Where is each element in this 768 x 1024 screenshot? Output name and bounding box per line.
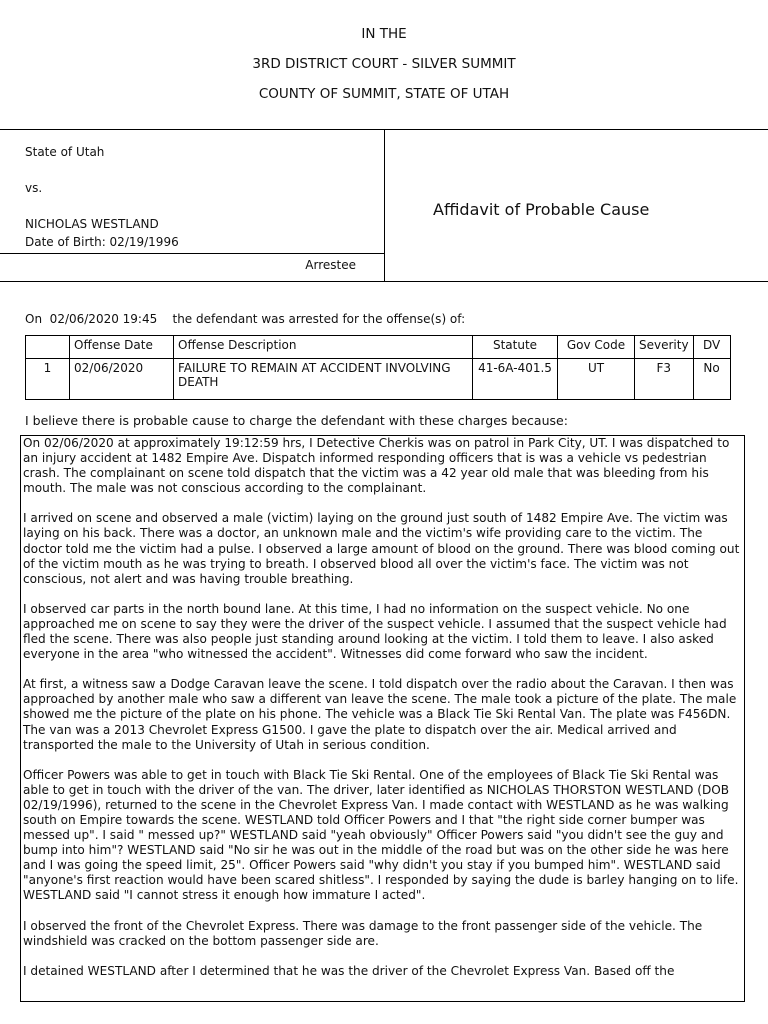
narrative-paragraph: I observed the front of the Chevrolet Express. There was damage to the front passenger side of the vehicle. The windshield was cracked on the bottom passenger side are. — [23, 918, 703, 948]
header-gov-code: Gov Code — [558, 336, 635, 359]
offense-severity: F3 — [635, 359, 694, 400]
header-statute: Statute — [473, 336, 558, 359]
header-offense-date: Offense Date — [70, 336, 174, 359]
narrative-paragraph: On 02/06/2020 at approximately 19:12:59 hrs, I Detective Cherkis was on patrol in Park City, UT. I was dispatched to an injury accident at 1482 Empire Ave. Dispatch informed responding officers that is was a vehicle vs pedestrian crash. The complainant on scene told dispatch that the victim was a 42 year old male that was bleeding from his mouth. The male was not conscious according to the complainant. — [23, 436, 730, 496]
probable-cause-intro: I believe there is probable cause to charge the defendant with these charges because: — [25, 413, 568, 428]
case-caption — [0, 129, 768, 282]
header-index — [26, 336, 70, 359]
document-title: Affidavit of Probable Cause — [433, 200, 650, 219]
header-dv: DV — [693, 336, 730, 359]
narrative-paragraph: I arrived on scene and observed a male (victim) laying on the ground just south of 1482 Empire Ave. The victim was laying on his back. There was a doctor, an unknown male and the victim's wife providing care to the victim. The doctor told me the victim had a pulse. I observed a large amount of blood on the ground. There was blood coming out of the victim mouth as he was trying to breath. I observed blood all over the victim's face. The victim was not conscious, not alert and was having trouble breathing. — [23, 511, 740, 586]
offense-date: 02/06/2020 — [70, 359, 174, 400]
versus-label: vs. — [25, 181, 43, 195]
narrative-paragraph: Officer Powers was able to get in touch with Black Tie Ski Rental. One of the employees of Black Tie Ski Rental was able to get in touch with the driver of the van. The driver, later identified as NICHOLAS THORSTON WESTLAND (DOB 02/19/1996), returned to the scene in the Chevrolet Express Van. I made contact with WESTLAND as he was walking south on Empire towards the scene. WESTLAND told Officer Powers and I that "the right side corner bumper was messed up". I said " messed up?" WESTLAND said "yeah obviously" Officer Powers said "you didn't see the guy and bump into him"? WESTLAND said "No sir he was out in the middle of the road but was on the other side he was here and I was going the speed limit, 25". Officer Powers said "why didn't you stay if you bumped him". WESTLAND said "anyone's first reaction would have been scared shitless". I responded by saying the dude is barley hanging on to life. WESTLAND said "I cannot stress it enough how immature I acted". — [23, 767, 739, 903]
court-header — [0, 24, 768, 114]
narrative-paragraph: At first, a witness saw a Dodge Caravan leave the scene. I told dispatch over the radio about the Caravan. I then was approached by another male who saw a different van leave the scene. The male took a picture of the plate. The male showed me the picture of the plate on his phone. The vehicle was a Black Tie Ski Rental Van. The plate was F456DN. The van was a 2013 Chevrolet Express G1500. I gave the plate to dispatch over the air. Medical arrived and transported the male to the University of Utah in serious condition. — [23, 677, 737, 752]
header-offense-description: Offense Description — [174, 336, 473, 359]
offense-table — [25, 335, 731, 400]
narrative-paragraph: I observed car parts in the north bound lane. At this time, I had no information on the suspect vehicle. No one approached me on scene to say they were the driver of the suspect vehicle. I assumed that the suspect vehicle had fled the scene. There was also people just standing around looking at the victim. I told them to leave. I also asked everyone in the area "who witnessed the accident". Witnesses did come forward who saw the incident. — [23, 601, 727, 662]
offense-table-header — [26, 336, 731, 359]
narrative-box — [20, 435, 745, 1002]
table-row — [26, 359, 731, 400]
offense-statute: 41-6A-401.5 — [473, 359, 558, 400]
offense-description: FAILURE TO REMAIN AT ACCIDENT INVOLVING DEATH — [174, 359, 473, 400]
arrest-statement: On 02/06/2020 19:45 the defendant was arrested for the offense(s) of: — [25, 312, 466, 326]
defendant-dob: Date of Birth: 02/19/1996 — [25, 235, 179, 249]
court-header-line-2: 3RD DISTRICT COURT - SILVER SUMMIT — [252, 56, 516, 72]
court-header-line-1: IN THE — [361, 26, 407, 42]
court-header-line-3: COUNTY OF SUMMIT, STATE OF UTAH — [258, 86, 510, 102]
arrestee-label: Arrestee — [305, 258, 356, 272]
offense-gov-code: UT — [558, 359, 635, 400]
caption-divider — [0, 253, 384, 254]
party-block — [0, 130, 385, 281]
narrative-paragraph: I detained WESTLAND after I determined that he was the driver of the Chevrolet Express Van. Based off the — [23, 963, 675, 978]
defendant-name: NICHOLAS WESTLAND — [25, 217, 159, 231]
offense-dv: No — [693, 359, 730, 400]
plaintiff-name: State of Utah — [25, 145, 105, 159]
header-severity: Severity — [635, 336, 694, 359]
offense-index: 1 — [26, 359, 70, 400]
